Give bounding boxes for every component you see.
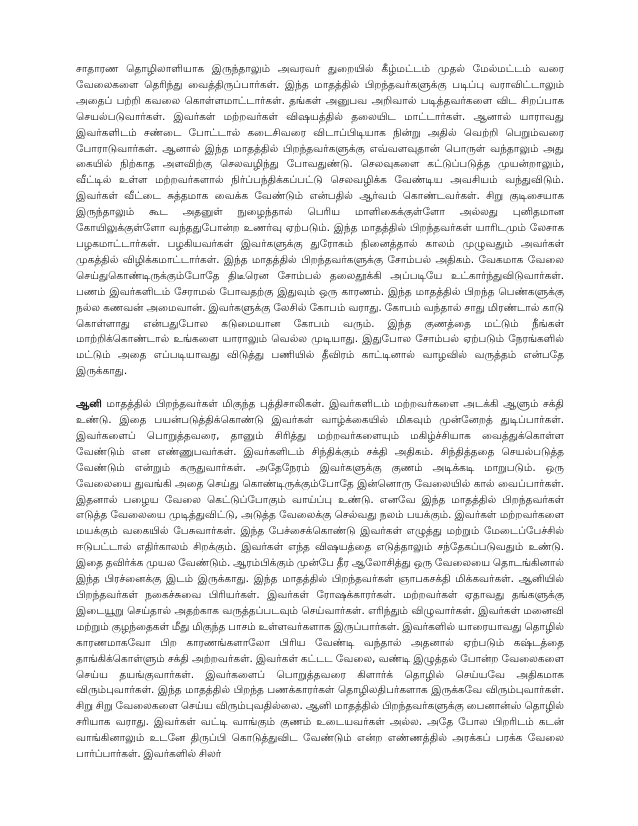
paragraph-body: மாதத்தில் பிறந்தவர்கள் மிகுந்த புத்திசாலிகள். இவர்களிடம் மற்றவர்களை அடக்கி ஆளும் சக்தி உண்டு. இதை பயன்படுத்திக்கொண்டு இவர்கள் வாழ்க்கையில் மிகவும் முன்னேறத் துடிப்பார்கள். இவர்களைப் பொறுத்தவரை, தானும் சிரித்து மற்றவர்களையும் மகிழ்ச்சியாக வைத்துக்கொள்ள வேண்டும் என எண்ணுபவர்கள். இவர்களிடம் சிந்திக்கும் சக்தி அதிகம். சிந்தித்ததை செயல்படுத்த வேண்டும் என்றும் கருதுவார்கள். அதேநேரம் இவர்களுக்கு குணம் அடிக்கடி மாறுபடும். ஒரு வேலையை துவங்கி அதை செய்து கொண்டிருக்கும்போதே இன்னொரு வேலையில் கால் வைப்பார்கள். இதனால் பழைய வேலை கெட்டுப்போகும் வாய்ப்பு உண்டு. எனவே இந்த மாதத்தில் பிறந்தவர்கள் எடுத்த வேலையை முடித்துவிட்டு, அடுத்த வேலைக்கு செல்வது நலம் பயக்கும். இவர்கள் மற்றவர்களை மயக்கும் வகையில் பேசுவார்கள். இந்த பேச்சைக்கொண்டு இவர்கள் எழுத்து மற்றும் மேடைப்பேச்சில் ஈடுபட்டால் எதிர்காலம் சிறக்கும். இவர்கள் எந்த விஷயத்தை எடுத்தாலும் சந்தேகப்படுவதும் உண்டு. இதை தவிர்க்க முயல வேண்டும். ஆரம்பிக்கும் முன்பே தீர ஆலோசித்து ஒரு வேலையை தொடங்கினால் இந்த பிரச்னைக்கு இடம் இருக்காது. இந்த மாதத்தில் பிறந்தவர்கள் ஞாபகசக்தி மிக்கவர்கள். ஆனியில் பிறந்தவர்கள் நகைச்சுவை பிரியர்கள். இவர்கள் ரோஷக்காரர்கள். மற்றவர்கள் ஏதாவது தங்களுக்கு இடையூறு செய்தால் அதற்காக வருத்தப்படவும் செய்வார்கள். எரிந்தும் விழுவார்கள். இவர்கள் மனைவி மற்றும் குழந்தைகள் மீது மிகுந்த பாசம் உள்ளவர்களாக இருப்பார்கள். இவர்களில் யாரையாவது தொழில் காரணமாகவோ பிற காரணங்களாலோ பிரிய வேண்டி வந்தால் அதனால் ஏற்படும் கஷ்டத்தை தாங்கிக்கொள்ளும் சக்தி அற்றவர்கள். இவர்கள் கட்டட வேலை, வண்டி இழுத்தல் போன்ற வேலைகளை செய்ய தயங்குவார்கள். இவர்களைப் பொறுத்தவரை கிளார்க் தொழில் செய்யவே அதிகமாக விரும்புவார்கள். இந்த மாதத்தில் பிறந்த பணக்காரர்கள் தொழிலதிபர்களாக இருக்கவே விரும்புவார்கள். சிறு சிறு வேலைகளை செய்ய விரும்புவதில்லை. ஆனி மாதத்தில் பிறந்தவர்களுக்கு பைனான்ஸ் தொழில் சரியாக வராது. இவர்கள் வட்டி வாங்கும் குணம் உடையவர்கள் அல்ல. அதே போல பிறரிடம் கடன் வாங்கினாலும் உடனே திருப்பி கொடுத்துவிட வேண்டும் என்ற எண்ணத்தில் அரக்கப் பரக்க வேலை பார்ப்பார்கள். இவர்களில் சிலர்	[76, 398, 564, 761]
document-page	[76, 62, 564, 763]
paragraph-body: சாதாரண தொழிலாளியாக இருந்தாலும் அவரவர் துறையில் கீழ்மட்டம் முதல் மேல்மட்டம் வரை வேலைகளை தெரிந்து வைத்திருப்பார்கள். இந்த மாதத்தில் பிறந்தவர்களுக்கு படிப்பு வராவிட்டாலும் அதைப் பற்றி கவலை கொள்ளமாட்டார்கள். தங்கள் அனுபவ அறிவால் படித்தவர்களை விட சிறப்பாக செயல்படுவார்கள். இவர்கள் மற்றவர்கள் விஷயத்தில் தலையிட மாட்டார்கள். ஆனால் யாராவது இவர்களிடம் சண்டை போட்டால் கடைசிவரை விடாப்பிடியாக நின்று அதில் வெற்றி பெறும்வரை போராடுவார்கள். ஆனால் இந்த மாதத்தில் பிறந்தவர்களுக்கு எவ்வளவுதான் பொருள் வந்தாலும் அது கையில் நிற்காத அளவிற்கு செலவழிந்து போவதுண்டு. செலவுகளை கட்டுப்படுத்த முயன்றாலும், வீட்டில் உள்ள மற்றவர்களால் நிர்ப்பந்திக்கப்பட்டு செலவழிக்க வேண்டிய அவசியம் வந்துவிடும். இவர்கள் வீட்டை சுத்தமாக வைக்க வேண்டும் என்பதில் ஆர்வம் கொண்டவர்கள். சிறு குடிசையாக இருந்தாலும் கூட அதனுள் நுழைந்தால் பெரிய மாளிகைக்குள்ளோ அல்லது புனிதமான கோயிலுக்குள்ளோ வந்ததுபோன்ற உணர்வு ஏற்படும். இந்த மாதத்தில் பிறந்தவர்கள் யாரிடமும் லேசாக பழகமாட்டார்கள். பழகியவர்கள் இவர்களுக்கு துரோகம் நினைத்தால் காலம் முழுவதும் அவர்கள் முகத்தில் விழிக்கமாட்டார்கள். இந்த மாதத்தில் பிறந்தவர்களுக்கு சோம்பல் அதிகம். வேகமாக வேலை செய்துகொண்டிருக்கும்போதே திடீரென சோம்பல் தலைதூக்கி அப்படியே உட்கார்ந்துவிடுவார்கள். பணம் இவர்களிடம் சேராமல் போவதற்கு இதுவும் ஒரு காரணம். இந்த மாதத்தில் பிறந்த பெண்களுக்கு நல்ல கணவன் அமைவான். இவர்களுக்கு லேசில் கோபம் வராது. கோபம் வந்தால் சாது மிரண்டால் காடு கொள்ளாது என்பதுபோல கடுமையான கோபம் வரும். இந்த குணத்தை மட்டும் நீங்கள் மாற்றிக்கொண்டால் உங்களை யாராலும் வெல்ல முடியாது. இதுபோல சோம்பல் ஏற்படும் நேரங்களில் மட்டும் அதை எப்படியாவது விடுத்து பணியில் தீவிரம் காட்டினால் வாழவில் வருத்தம் என்பதே இருக்காது.	[76, 63, 564, 378]
paragraph-lead: ஆனி	[76, 398, 102, 411]
paragraph-2	[76, 397, 564, 763]
paragraph-1	[76, 62, 564, 380]
